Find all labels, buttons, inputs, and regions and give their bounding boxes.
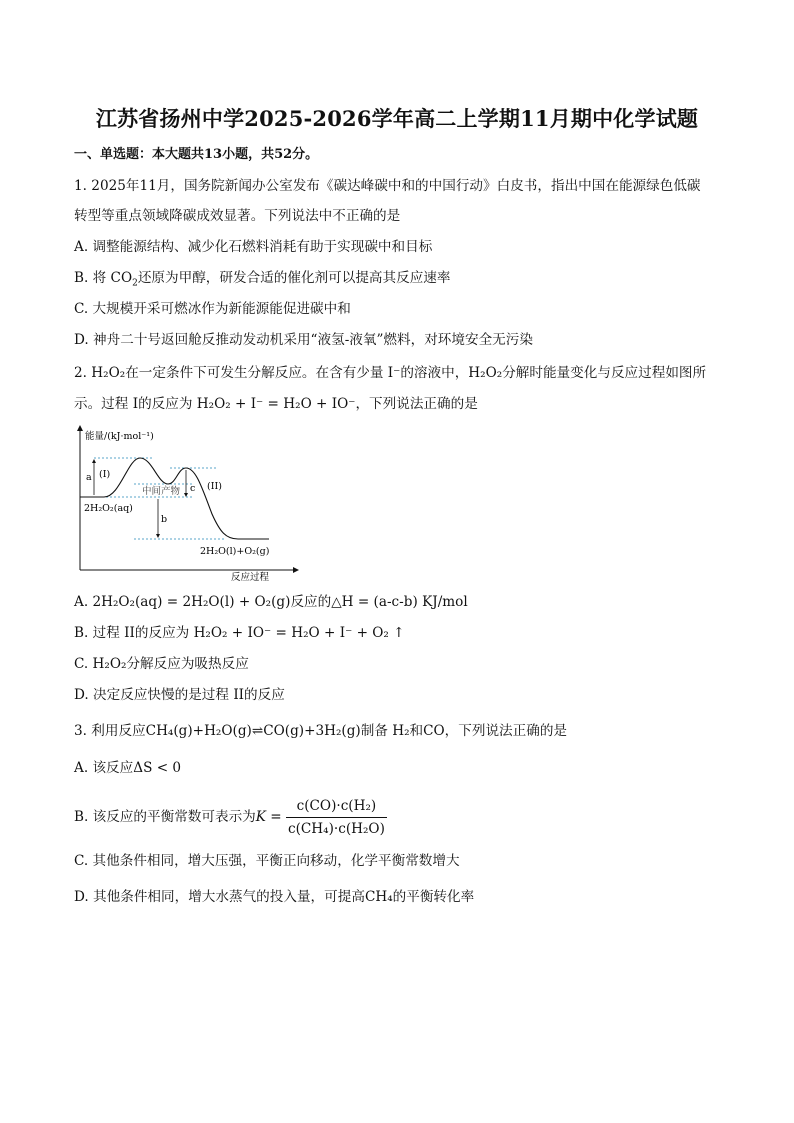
q2-option-b[interactable]: B. 过程 II的反应为 H₂O₂ + IO⁻ = H₂O + I⁻ + O₂ ↑ [74, 625, 405, 641]
x-axis-label: 反应过程 [231, 572, 270, 582]
label-b: b [161, 514, 168, 525]
q3-k-numerator: c(CO)·c(H₂) [286, 796, 387, 818]
q1-option-a[interactable]: A. 调整能源结构、减少化石燃料消耗有助于实现碳中和目标 [74, 239, 433, 255]
page-title: 江苏省扬州中学2025-2026学年高二上学期11月期中化学试题 [95, 106, 699, 131]
q2-stem-line2: 示。过程 I的反应为 H₂O₂ + I⁻ = H₂O + IO⁻，下列说法正确的是 [74, 396, 478, 412]
q1-stem-line1: 1. 2025年11月，国务院新闻办公室发布《碳达峰碳中和的中国行动》白皮书，指出中国在能源绿色低碳 [74, 178, 701, 194]
q3-option-a-math: ΔS < 0 [133, 760, 182, 776]
q3-option-c[interactable]: C. 其他条件相同，增大压强，平衡正向移动，化学平衡常数增大 [74, 853, 460, 869]
q2-option-d[interactable]: D. 决定反应快慢的是过程 II的反应 [74, 687, 285, 703]
q3-option-d-chem: CH₄ [364, 889, 393, 905]
q3-k-denominator: c(CH₄)·c(H₂O) [287, 821, 385, 837]
q3-option-a-pre: A. 该反应 [74, 760, 134, 776]
label-a: a [86, 472, 92, 483]
q3-reaction: CH₄(g)+H₂O(g)⇌CO(g)+3H₂(g) [145, 723, 361, 739]
q3-option-b-pre: B. 该反应的平衡常数可表示为 [74, 809, 256, 825]
q3-option-d-pre: D. 其他条件相同，增大水蒸气的投入量，可提高 [74, 889, 365, 905]
q2-option-a[interactable]: A. 2H₂O₂(aq) = 2H₂O(l) + O₂(g)反应的△H = (a-c-b) KJ/mol [74, 594, 468, 610]
q3-stem-mid: 制备 H₂和CO，下列说法正确的是 [360, 723, 568, 739]
label-process-i: (I) [99, 469, 111, 480]
q1-option-b-post: 还原为甲醇，研发合适的催化剂可以提高其反应速率 [137, 270, 451, 286]
q3-option-b[interactable] [74, 796, 387, 839]
q2-option-c[interactable]: C. H₂O₂分解反应为吸热反应 [74, 656, 249, 672]
label-product: 2H₂O(l)+O₂(g) [200, 546, 270, 557]
label-process-ii: (II) [207, 481, 222, 492]
q3-stem [74, 722, 567, 740]
q3-option-a[interactable] [74, 759, 181, 777]
q3-option-d[interactable] [74, 888, 474, 906]
label-reactant: 2H₂O₂(aq) [84, 503, 133, 514]
q3-k-fraction [286, 796, 387, 839]
q1-stem-line2: 转型等重点领域降碳成效显著。下列说法中不正确的是 [74, 208, 401, 224]
q3-stem-pre: 3. 利用反应 [74, 723, 146, 739]
q3-option-d-post: 的平衡转化率 [392, 889, 475, 905]
q2-stem-line1: 2. H₂O₂在一定条件下可发生分解反应。在含有少量 I⁻的溶液中，H₂O₂分解时能量变化与反应过程如图所 [74, 365, 707, 381]
q1-option-b[interactable] [74, 269, 450, 293]
section-header: 一、单选题：本大题共13小题，共52分。 [74, 147, 319, 162]
y-axis-label: 能量/(kJ·mol⁻¹) [85, 431, 154, 442]
q3-k-symbol: K = [255, 809, 282, 825]
energy-diagram [74, 424, 300, 582]
q1-option-c[interactable]: C. 大规模开采可燃冰作为新能源能促进碳中和 [74, 301, 351, 317]
q1-option-d[interactable]: D. 神舟二十号返回舱反推动发动机采用“液氢-液氧”燃料，对环境安全无污染 [74, 332, 533, 348]
q1-option-b-sub: 2 [132, 278, 138, 289]
label-c: c [190, 483, 196, 494]
q1-option-b-pre: B. 将 CO [74, 270, 133, 286]
label-intermediate: 中间产物 [142, 486, 181, 497]
